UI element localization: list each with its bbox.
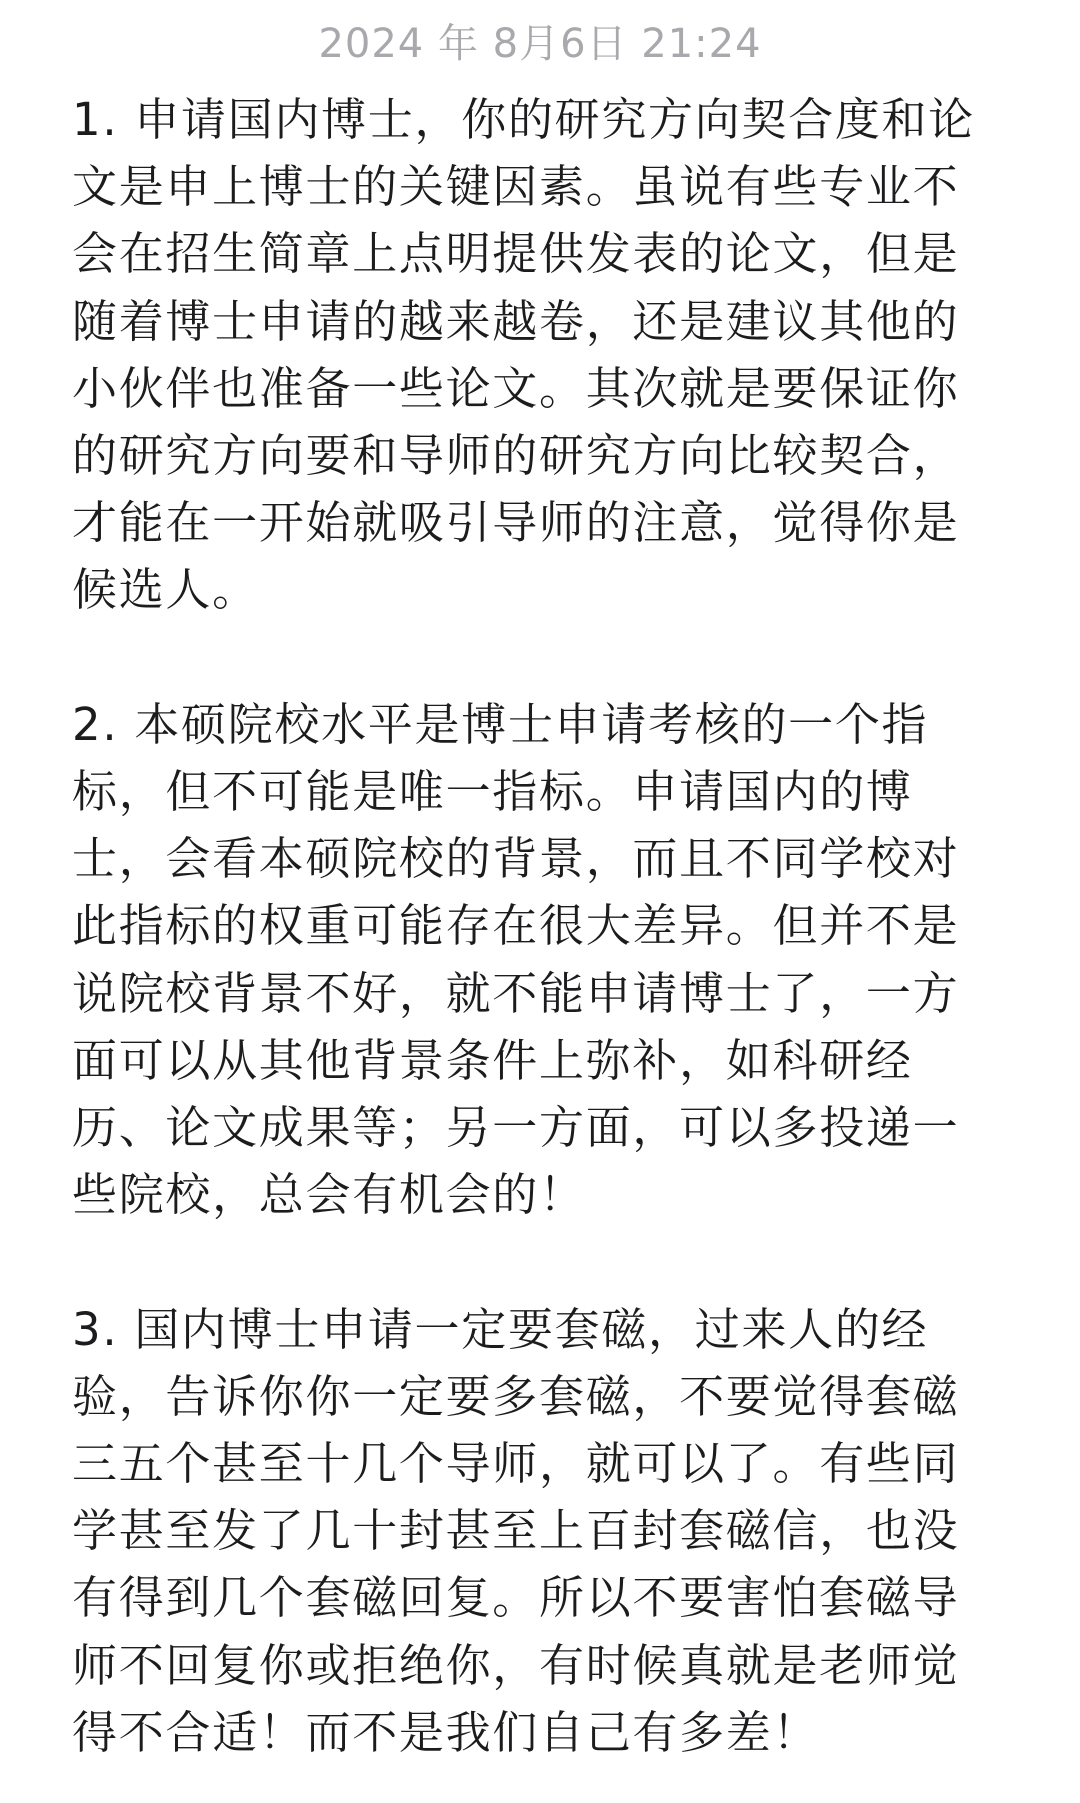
note-timestamp: 2024 年 8月6日 21:24 [318,21,762,67]
note-paragraph-1: 1. 申请国内博士，你的研究方向契合度和论文是申上博士的关键因素。虽说有些专业不会在招生简章上点明提供发表的论文，但是随着博士申请的越来越卷，还是建议其他的小伙伴也准备一些论文。其次就是要保证你的研究方向要和导师的研究方向比较契合，才能在一开始就吸引导师的注意，觉得你是候选人。 [72,93,975,617]
note-body[interactable] [72,86,1002,1766]
paragraph-spacer [72,624,1002,691]
paragraph-spacer [72,1228,1002,1295]
note-paragraph-2: 2. 本硕院校水平是博士申请考核的一个指标，但不可能是唯一指标。申请国内的博士，会看本硕院校的背景，而且不同学校对此指标的权重可能存在很大差异。但并不是说院校背景不好，就不能申请博士了，一方面可以从其他背景条件上弥补，如科研经历、论文成果等；另一方面，可以多投递一些院校，总会有机会的！ [72,697,960,1222]
note-paragraph-3: 3. 国内博士申请一定要套磁，过来人的经验，告诉你你一定要多套磁，不要觉得套磁三五个甚至十几个导师，就可以了。有些同学甚至发了几十封甚至上百封套磁信，也没有得到几个套磁回复。所以不要害怕套磁导师不回复你或拒绝你，有时候真就是老师觉得不合适！而不是我们自己有多差！ [72,1302,960,1759]
